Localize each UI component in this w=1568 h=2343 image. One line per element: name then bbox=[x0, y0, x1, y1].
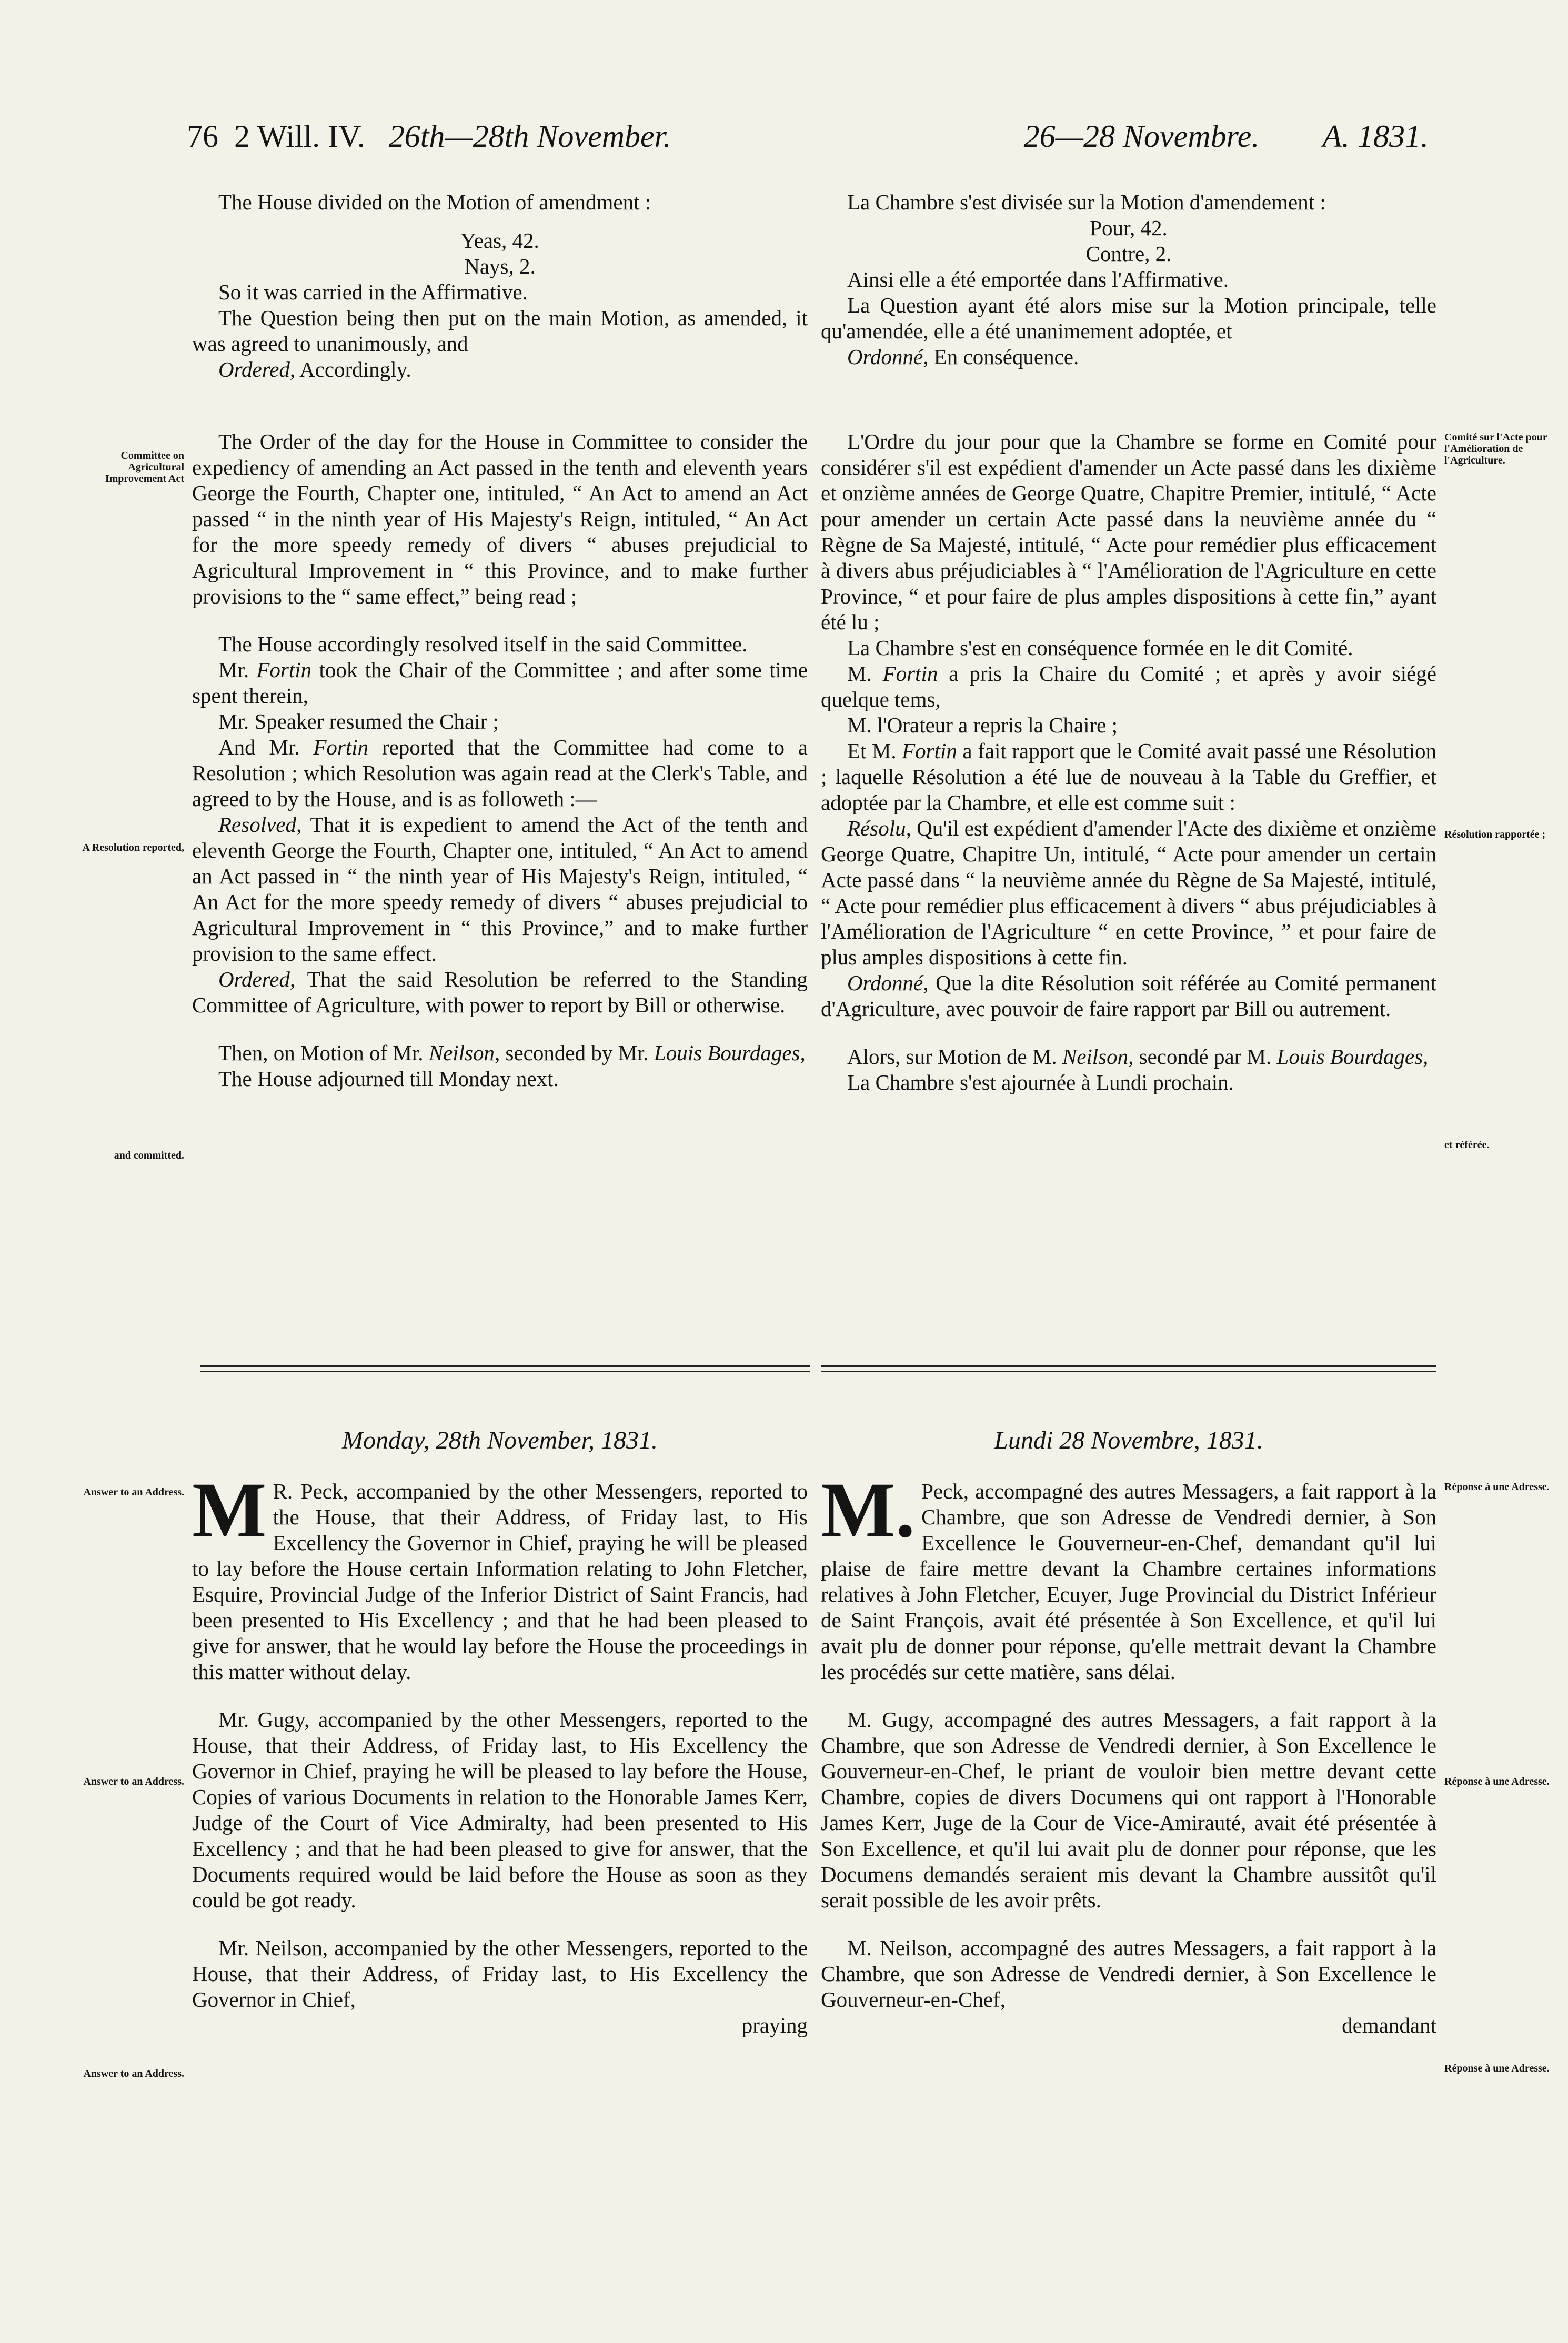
orateur-fr: M. l'Orateur a repris la Chaire ; bbox=[847, 713, 1118, 737]
margin-committed-en: and committed. bbox=[114, 1150, 184, 1161]
fortin-name-fr: Fortin bbox=[882, 661, 938, 686]
fortin-name-2: Fortin bbox=[313, 735, 369, 759]
margin-resolution-en: A Resolution reported, bbox=[82, 842, 184, 853]
alors-mid: secondé par M. bbox=[1133, 1044, 1277, 1069]
answers-fr bbox=[821, 1466, 1436, 2038]
peck-text-fr: Peck, accompagné des autres Messagers, a fait rapport à la Chambre, que son Adresse de Vendredi dernier, à Son Excellence le Gouverneur-en-Chef, demandant qu'il lui plaise de faire mettre devant la Chambre certaines informations relatives à John Fletcher, Ecuyer, Juge Provincial du District Inférieur de Saint François, avait été présentée à Son Excellence, et qu'il lui avait plu de donner pour réponse, qu'elle mettrait devant la Chambre les procédés sur cette matière, sans délai. bbox=[821, 1479, 1436, 1684]
date-en: Monday, 28th November, 1831. bbox=[342, 1426, 658, 1454]
alors-pre: Alors, sur Motion de M. bbox=[847, 1044, 1062, 1069]
then-mid: seconded by Mr. bbox=[500, 1041, 654, 1065]
fortin-pre-fr: M. bbox=[847, 661, 883, 686]
reported-text: reported that the Committee had come to a Resolution ; which Resolution was again read at the Clerk's Table, and agreed to by the House, and is as followeth :— bbox=[192, 735, 808, 811]
gugy-para-fr: M. Gugy, accompagné des autres Messagers, a fait rapport à la Chambre, que son Adresse de Vendredi dernier, à Son Excellence le Gouverneur-en-Chef, le priant de vouloir bien mettre devant cette Chambre, copies de divers Documens qui ont rapport à l'Honorable James Kerr, Juge de la Cour de Vice-Amirauté, avait été présentée à Son Excellence, et qu'il lui avait plu de donner pour réponse, que les Documens demandés seraient mis devant la Chambre aussitôt qu'il serait possible de les avoir prêts. bbox=[821, 1707, 1436, 1912]
carried: So it was carried in the Affirmative. bbox=[218, 280, 528, 304]
margin-committed-fr: et référée. bbox=[1444, 1139, 1490, 1151]
margin-answer3-fr: Réponse à une Adresse. bbox=[1444, 2063, 1550, 2074]
main-question: The Question being then put on the main Motion, as amended, it was agreed to unanimously, and bbox=[192, 306, 808, 356]
neilson-para-fr: M. Neilson, accompagné des autres Messagers, a fait rapport à la Chambre, que son Adresse de Vendredi dernier, à Son Excellence le Gouverneur-en-Chef, bbox=[821, 1936, 1436, 2012]
ordonne-text-2: Que la dite Résolution soit référée au Comité permanent d'Agriculture, avec pouvoir de faire rapport par Bill ou autrement. bbox=[821, 971, 1436, 1021]
rule-en-top bbox=[200, 1365, 810, 1367]
resolu-text: Qu'il est expédient d'amender l'Acte des dixième et onzième George Quatre, Chapitre Un, intitulé, “ Acte pour amender un certain Acte passé dans “ la neuvième année du Règne de Sa Majesté, intitulé, “ Acte pour remédier plus efficacement à divers “ abus préjudiciables à l'Amélioration de l'Agriculture “ en cette Province, ” et pour faire de plus amples dispositions à cette fin. bbox=[821, 816, 1436, 969]
reported-pre: And Mr. bbox=[218, 735, 314, 759]
carried-fr: Ainsi elle a été emportée dans l'Affirmative. bbox=[847, 267, 1229, 291]
neilson-name-fr: Neilson, bbox=[1062, 1044, 1134, 1069]
fortin-pre: Mr. bbox=[218, 658, 257, 682]
resolu-label: Résolu, bbox=[847, 816, 911, 840]
answers-en bbox=[192, 1466, 808, 2038]
bourdages-name: Louis Bourdages, bbox=[654, 1041, 806, 1065]
fortin-chair-text: took the Chair of the Committee ; and after some time spent therein, bbox=[192, 658, 808, 708]
rule-fr-top bbox=[821, 1365, 1436, 1367]
dropcap-fr: M. bbox=[821, 1466, 916, 1554]
division-text: The House divided on the Motion of amendment : bbox=[218, 190, 651, 214]
margin-answer1-en: Answer to an Address. bbox=[83, 1486, 184, 1498]
date-fr: Lundi 28 Novembre, 1831. bbox=[994, 1426, 1263, 1454]
order-of-day: The Order of the day for the House in Committee to consider the expediency of amending an Act passed in the tenth and eleventh years George the Fourth, Chapter one, intituled, “ An Act to amend an Act passed “ in the ninth year of His Majesty's Reign, intituled, “ An Act for the more speedy remedy of divers “ abuses prejudicial to Agricultural Improvement in “ this Province, and to make further provisions to the “ same effect,” being read ; bbox=[192, 429, 808, 608]
catchword-en: praying bbox=[741, 2013, 808, 2037]
margin-answer1-fr: Réponse à une Adresse. bbox=[1444, 1481, 1550, 1493]
then-pre: Then, on Motion of Mr. bbox=[218, 1041, 429, 1065]
division-en bbox=[192, 189, 808, 383]
margin-answer3-en: Answer to an Address. bbox=[83, 2068, 184, 2079]
margin-committee-en: Committee on Agricultural Improvement Act bbox=[105, 450, 184, 485]
header-right bbox=[1024, 118, 1429, 155]
rapport-pre-fr: Et M. bbox=[847, 739, 902, 763]
fortin-name: Fortin bbox=[256, 658, 312, 682]
margin-committee-fr: Comité sur l'Acte pour l'Amélioration de l'Agriculture. bbox=[1444, 431, 1547, 466]
division-text-fr: La Chambre s'est divisée sur la Motion d'amendement : bbox=[847, 190, 1326, 214]
fortin-name-fr-2: Fortin bbox=[902, 739, 957, 763]
fortin-text-fr: a pris la Chaire du Comité ; et après y avoir siégé quelque tems, bbox=[821, 661, 1436, 711]
ordonne-text: En conséquence. bbox=[928, 345, 1079, 369]
resolved-text: That it is expedient to amend the Act of the tenth and eleventh George the Fourth, Chapter one, intituled, “ An Act to amend an Act passed in “ the ninth year of His Majesty's Reign, intituled, “ An Act for the more speedy remedy of divers “ abuses prejudicial to Agricultural Improvement in “ this Province,” and to make further provision to the same effect. bbox=[192, 812, 808, 966]
adjourned-fr: La Chambre s'est ajournée à Lundi prochain. bbox=[847, 1070, 1234, 1094]
committee-en bbox=[192, 429, 808, 1092]
peck-para-fr bbox=[821, 1466, 1436, 1685]
dates-fr: 26—28 Novembre. bbox=[1023, 119, 1260, 154]
rule-fr-bottom bbox=[821, 1371, 1436, 1372]
resolved-label: Resolved, bbox=[218, 812, 302, 837]
nays: Nays, 2. bbox=[464, 254, 536, 278]
gugy-para: Mr. Gugy, accompanied by the other Messengers, reported to the House, that their Address, of Friday last, to His Excellency the Governor in Chief, praying he will be pleased to lay before the House, Copies of various Documents in relation to the Honorable James Kerr, Judge of the Court of Vice Admiralty, had been presented to His Excellency ; and that he had been pleased to give for answer, that the Documents required would be laid before the House as soon as they could be got ready. bbox=[192, 1707, 808, 1912]
neilson-para: Mr. Neilson, accompanied by the other Messengers, reported to the House, that their Address, of Friday last, to His Excellency the Governor in Chief, bbox=[192, 1936, 808, 2012]
ordered-text: Accordingly. bbox=[295, 357, 411, 381]
ordered-label-2: Ordered, bbox=[218, 967, 296, 991]
rule-en-bottom bbox=[200, 1371, 810, 1372]
main-question-fr: La Question ayant été alors mise sur la Motion principale, telle qu'amendée, elle a été unanimement adoptée, et bbox=[821, 293, 1436, 343]
margin-resolution-fr: Résolution rapportée ; bbox=[1444, 829, 1546, 840]
header-left bbox=[187, 118, 671, 155]
resolved-committee-fr: La Chambre s'est en conséquence formée en le dit Comité. bbox=[847, 636, 1353, 660]
reign: 2 Will. IV. bbox=[234, 119, 365, 154]
ordonne-label-2: Ordonné, bbox=[847, 971, 929, 995]
peck-text: R. Peck, accompanied by the other Messengers, reported to the House, that their Address, of Friday last, to His Excellency the Governor in Chief, praying he will be pleased to lay before the House certain Information relating to John Fletcher, Esquire, Provincial Judge of the Inferior District of Saint Francis, had been presented to His Excellency ; and that he had been pleased to give for answer, that he would lay before the House the proceedings in this matter without delay. bbox=[192, 1479, 808, 1684]
dropcap-en: M bbox=[192, 1466, 267, 1554]
adjourned: The House adjourned till Monday next. bbox=[218, 1067, 559, 1091]
rapport-text-fr: a fait rapport que le Comité avait passé une Résolution ; laquelle Résolution a été lue de nouveau à la Table du Greffier, et adoptée par la Chambre, et elle est comme suit : bbox=[821, 739, 1436, 814]
neilson-name: Neilson, bbox=[428, 1041, 500, 1065]
speaker-resumed: Mr. Speaker resumed the Chair ; bbox=[218, 709, 499, 733]
contre: Contre, 2. bbox=[1085, 242, 1172, 266]
dates-en: 26th—28th November. bbox=[388, 119, 671, 154]
year: A. 1831. bbox=[1322, 119, 1429, 154]
peck-para bbox=[192, 1466, 808, 1685]
margin-answer2-en: Answer to an Address. bbox=[83, 1776, 184, 1787]
margin-answer2-fr: Réponse à une Adresse. bbox=[1444, 1776, 1550, 1787]
bourdages-name-fr: Louis Bourdages, bbox=[1276, 1044, 1429, 1069]
committee-fr bbox=[821, 429, 1436, 1095]
yeas: Yeas, 42. bbox=[460, 228, 539, 253]
page-number: 76 bbox=[187, 119, 218, 154]
resolved-committee: The House accordingly resolved itself in the said Committee. bbox=[218, 632, 748, 656]
division-fr bbox=[821, 189, 1436, 370]
ordonne-label: Ordonné, bbox=[847, 345, 929, 369]
pour: Pour, 42. bbox=[1090, 216, 1168, 240]
running-header bbox=[187, 118, 1429, 166]
catchword-fr: demandant bbox=[1342, 2013, 1436, 2037]
order-of-day-fr: L'Ordre du jour pour que la Chambre se forme en Comité pour considérer s'il est expédient d'amender un Acte passé dans les dixième et onzième années de George Quatre, Chapitre Premier, intitulé, “ Acte pour amender un certain Acte passé dans la neuvième année du “ Règne de Sa Majesté, intitulé, “ Acte pour remédier plus efficacement à divers abus préjudiciables à “ l'Amélioration de l'Agriculture en cette Province, “ et pour faire de plus amples dispositions à cette fin,” ayant été lu ; bbox=[821, 429, 1436, 634]
ordered-text-2: That the said Resolution be referred to the Standing Committee of Agriculture, with power to report by Bill or otherwise. bbox=[192, 967, 808, 1017]
ordered-label: Ordered, bbox=[218, 357, 296, 381]
